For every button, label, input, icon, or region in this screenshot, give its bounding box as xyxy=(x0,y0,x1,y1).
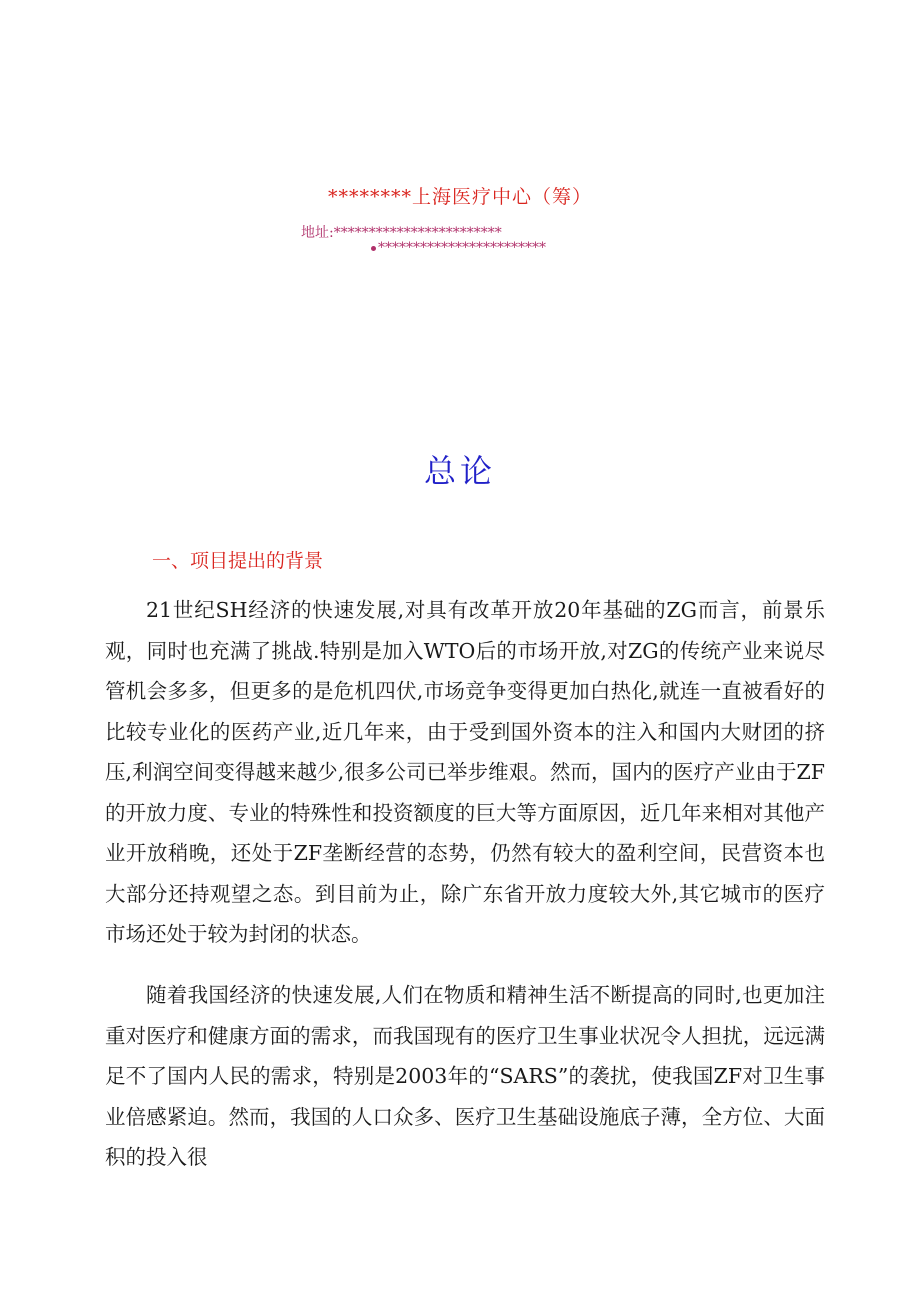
bullet-dot-icon xyxy=(371,246,376,251)
chapter-title: 总论 xyxy=(423,452,496,490)
organization-name: ********上海医疗中心（筹） xyxy=(327,186,592,208)
address-line: 地址:************************ xyxy=(301,225,502,241)
body-paragraph: 随着我国经济的快速发展,人们在物质和精神生活不断提高的同时,也更加注重对医疗和健康方面的需求，而我国现有的医疗卫生事业状况令人担扰，远远满足不了国内人民的需求，特别是2003年的“SARS”的袭扰，使我国ZF对卫生事业倍感紧迫。然而，我国的人口众多、医疗卫生基础设施底子薄，全方位、大面积的投入很 xyxy=(105,983,825,1169)
contact-text: ************************ xyxy=(378,240,546,256)
contact-line xyxy=(371,240,546,256)
section-heading: 一、项目提出的背景 xyxy=(152,550,324,572)
body-paragraph: 21世纪SH经济的快速发展,对具有改革开放20年基础的ZG而言，前景乐观，同时也充满了挑战.特别是加入WTO后的市场开放,对ZG的传统产业来说尽管机会多多，但更多的是危机四伏,市场竞争变得更加白热化,就连一直被看好的比较专业化的医药产业,近几年来，由于受到国外资本的注入和国内大财团的挤压,利润空间变得越来越少,很多公司已举步维艰。然而，国内的医疗产业由于ZF的开放力度、专业的特殊性和投资额度的巨大等方面原因，近几年来相对其他产业开放稍晚，还处于ZF垄断经营的态势，仍然有较大的盈利空间，民营资本也大部分还持观望之态。到目前为止，除广东省开放力度较大外,其它城市的医疗市场还处于较为封闭的状态。 xyxy=(105,598,825,946)
